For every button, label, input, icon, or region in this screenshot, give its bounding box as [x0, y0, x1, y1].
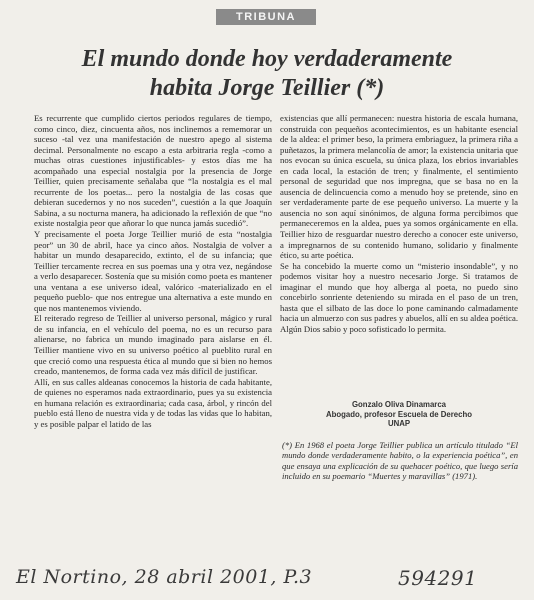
author-signature	[280, 400, 518, 429]
title-line-1: El mundo donde hoy verdaderamente	[81, 46, 453, 72]
right-column	[280, 113, 518, 403]
author-name: Gonzalo Oliva Dinamarca	[351, 400, 447, 409]
paragraph: Y precisamente el poeta Jorge Teillier murió de esta “nostalgia peor” un 30 de abril, hace ya cinco años. Nostalgia de volver a habitar un mundo desaparecido, extinto, el de su infancia; que Teillier tercamente recrea en sus poemas una y otra vez, negándose a verlo desaparecer. Sostenía que su misión como poeta es mantener una ventana a ese universo ideal, valórico -materializado en el pequeño pueblo- que nos entregue una alternativa a este mundo en que nos mantenemos viviendo.	[34, 229, 272, 313]
handwritten-archive-number: 594291	[398, 566, 478, 590]
paragraph: Allí, en sus calles aldeanas conocemos la historia de cada habitante, de quienes no esperamos nada extraordinario, pues ya su existencia en humana relación es extraordinaria; cada casa, árbol, y rincón del pueblo está lleno de nuestra vida y de todas las vidas que lo habitan, y es posible palpar el latido de las	[34, 376, 272, 429]
title-line-2: habita Jorge Teillier (*)	[149, 75, 385, 101]
article-title	[20, 45, 514, 103]
paragraph: Se ha concebido la muerte como un “misterio insondable”, y no podemos visitar hoy a nuestro necesario Jorge. Si tratamos de imaginar el mundo que hoy alberga al poeta, no puedo sino concebirlo sonriente deteniendo su mirada en el paso de un tren, hasta que el silbato de las doce lo pone caminando calmadamente hacia un almuerzo con sus padres y abuelos, allí en su aldea poética. Algún Dios sabio y poco sofisticado lo permita.	[280, 260, 518, 334]
footnote	[282, 440, 518, 482]
paragraph: existencias que allí permanecen: nuestra historia de escala humana, construida con pequeños acontecimientos, es un habitante esencial de la aldea: el primer beso, la primera embriaguez, la primera riña a puñetazos, la primera melancolía de amor; la existencia unitaria que nos evocan su única escuela, su única plaza, los ebrios invariables en cada local, la estación de tren; y finalmente, el sentimiento personal de seguridad que nos impregna, que se basa no en la ausencia de delincuencia como a menudo hoy se pretende, sino en ser verdaderamente parte de ese pequeño universo. La muerte y la ausencia no son aquí sinónimos, de alguna forma percibimos que permaneceremos en la aldea, pues ya somos orgánicamente en ella. Teillier hizo de resguardar nuestro derecho a conocer este universo, a impregnarnos de su contenido humano, solidario y finalmente ético, su arte poética.	[280, 113, 518, 261]
author-role: Abogado, profesor Escuela de Derecho	[325, 409, 472, 419]
left-column	[34, 113, 272, 553]
paragraph: El reiterado regreso de Teillier al universo personal, mágico y rural de su infancia, en el vehículo del poema, no es un recurso para alienarse, no fabrica un mundo imaginado para aislarse en él. Teillier mantiene vivo en su universo poético al pueblito rural en que creció como una respuesta ética al mundo que si bien no hemos creado, mantenemos, de forma cada vez más difícil de justificar.	[34, 313, 272, 377]
author-institution: UNAP	[387, 419, 411, 429]
footnote-text: (*) En 1968 el poeta Jorge Teillier publica un artículo titulado “El mundo donde verdaderamente habito, o la experiencia poética”, en que ensaya una explicación de su quehacer poético, que luego sería incluido en su poemario “Muertes y maravillas” (1971).	[282, 440, 518, 482]
paragraph: Es recurrente que cumplido ciertos periodos regulares de tiempo, como cinco, diez, cincuenta años, nos inclinemos a rememorar un suceso -tal vez una manifestación de nuestro apego al sistema decimal. Personalmente no escapo a esta arbitraria regla -como a muchas otras cuestiones injustificables- y estos días me ha acompañado una especial nostalgia por la presencia de Jorge Teillier, quien precisamente señalaba que “la nostalgia es el mal recurrente de los poetas... pero la nostalgia de las cosas que debieran sucedernos y no nos suceden”, cuestión a la que Joaquín Sabina, a su nocturna manera, ha adicionado la reflexión de que “no existe nostalgia peor que añorar lo que nunca jamás sucedió”.	[34, 113, 272, 229]
handwritten-source-note: El Nortino, 28 abril 2001, P.3	[16, 566, 313, 588]
section-label: TRIBUNA	[216, 9, 316, 25]
